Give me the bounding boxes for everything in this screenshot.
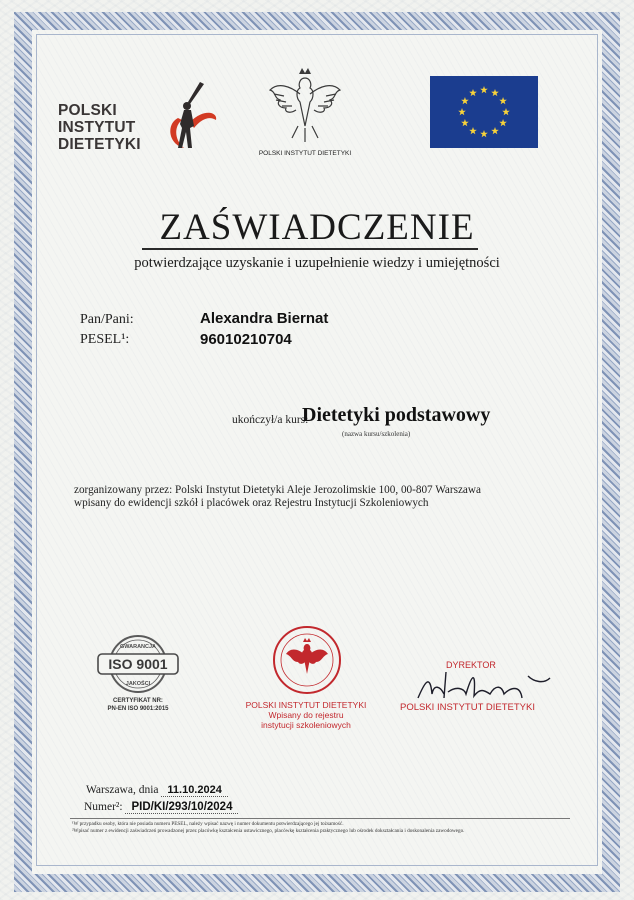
iso-badge-icon [78,632,198,698]
eu-stars-icon [430,76,538,148]
name-label: Pan/Pani: [80,312,134,327]
iso-caption-line-1: CERTYFIKAT NR: [113,698,163,704]
eu-star-icon [480,130,488,137]
eagle-icon [250,64,360,148]
number-value: PID/KI/293/10/2024 [125,801,238,814]
director-label: DYREKTOR [446,660,496,670]
course-prefix: ukończył/a kurs: [232,414,309,426]
eu-star-icon [469,127,477,134]
issue-date: 11.10.2024 [161,784,227,797]
place-label: Warszawa, dnia [86,784,159,796]
eu-star-icon [461,97,469,104]
certificate-number [84,801,238,813]
logo-line-3: DIETETYKI [58,136,141,153]
organizer-line-2: wpisany do ewidencji szkół i placówek oraz Rejestru Instytucji Szkoleniowych [74,496,429,509]
pesel-label: PESEL¹: [80,332,130,347]
pesel-value: 96010210704 [200,331,292,348]
red-eagle-stamp [262,624,352,696]
organizer-line-1: zorganizowany przez: Polski Instytut Dietetyki Aleje Jerozolimskie 100, 00-807 Warszawa [74,484,481,496]
eu-star-icon [499,97,507,104]
eu-star-icon [491,89,499,96]
certificate-title: ZAŚWIADCZENIE [159,207,475,248]
iso-seal [78,632,198,716]
iso-caption [78,698,198,713]
logo-line-2: INSTYTUT [58,119,136,136]
footnote-2: ²Wpisać numer z ewidencji zaświadczeń prowadzonej przez placówkę kształcenia ustawicznego, placówkę kształcenia praktycznego lub ośrodek dokształcania i doskonalenia zawodowego. [72,828,465,834]
logo-text [58,102,141,153]
stamp-line-3: instytucji szkoleniowych [261,720,351,730]
polish-eagle-emblem [250,64,360,162]
eu-star-icon [480,86,488,93]
eagle-caption: POLSKI INSTYTUT DIETETYKI [258,150,352,157]
stamp-eagle-icon [262,624,352,696]
eu-star-icon [491,127,499,134]
pid-logo [58,102,228,162]
eu-star-icon [461,119,469,126]
iso-top-text: GWARANCJA [119,644,157,650]
footnotes [72,821,572,835]
footnote-divider [70,818,570,819]
stamp-text [226,700,386,730]
title-underline [142,248,478,250]
director-signature [410,664,560,704]
stamp-line-1: POLSKI INSTYTUT DIETETYKI [245,700,367,710]
athlete-figure-icon [160,78,220,162]
place-date [86,784,228,796]
certificate-subtitle: potwierdzające uzyskanie i uzupełnienie wiedzy i umiejętności [134,255,500,271]
director-org: POLSKI INSTYTUT DIETETYKI [400,702,535,713]
course-name: Dietetyki podstawowy [302,404,491,426]
course-caption: (nazwa kursu/szkolenia) [342,430,411,438]
logo-line-1: POLSKI [58,102,117,119]
iso-caption-line-2: PN-EN ISO 9001:2015 [107,705,169,712]
name-value: Alexandra Biernat [200,310,329,327]
number-label: Numer²: [84,801,123,813]
footnote-1: ¹W przypadku osoby, która nie posiada numeru PESEL, należy wpisać nazwę i numer dokumentu potwierdzającego jej tożsamość. [72,821,344,827]
eu-star-icon [469,89,477,96]
stamp-line-2: Wpisany do rejestru [268,710,344,720]
eu-star-icon [502,108,510,115]
eu-flag [430,76,538,148]
eu-star-icon [499,119,507,126]
eu-star-icon [458,108,466,115]
iso-bottom-text: JAKOŚCI [125,681,151,687]
organizer-info [74,484,574,509]
iso-main-text: ISO 9001 [108,656,168,672]
